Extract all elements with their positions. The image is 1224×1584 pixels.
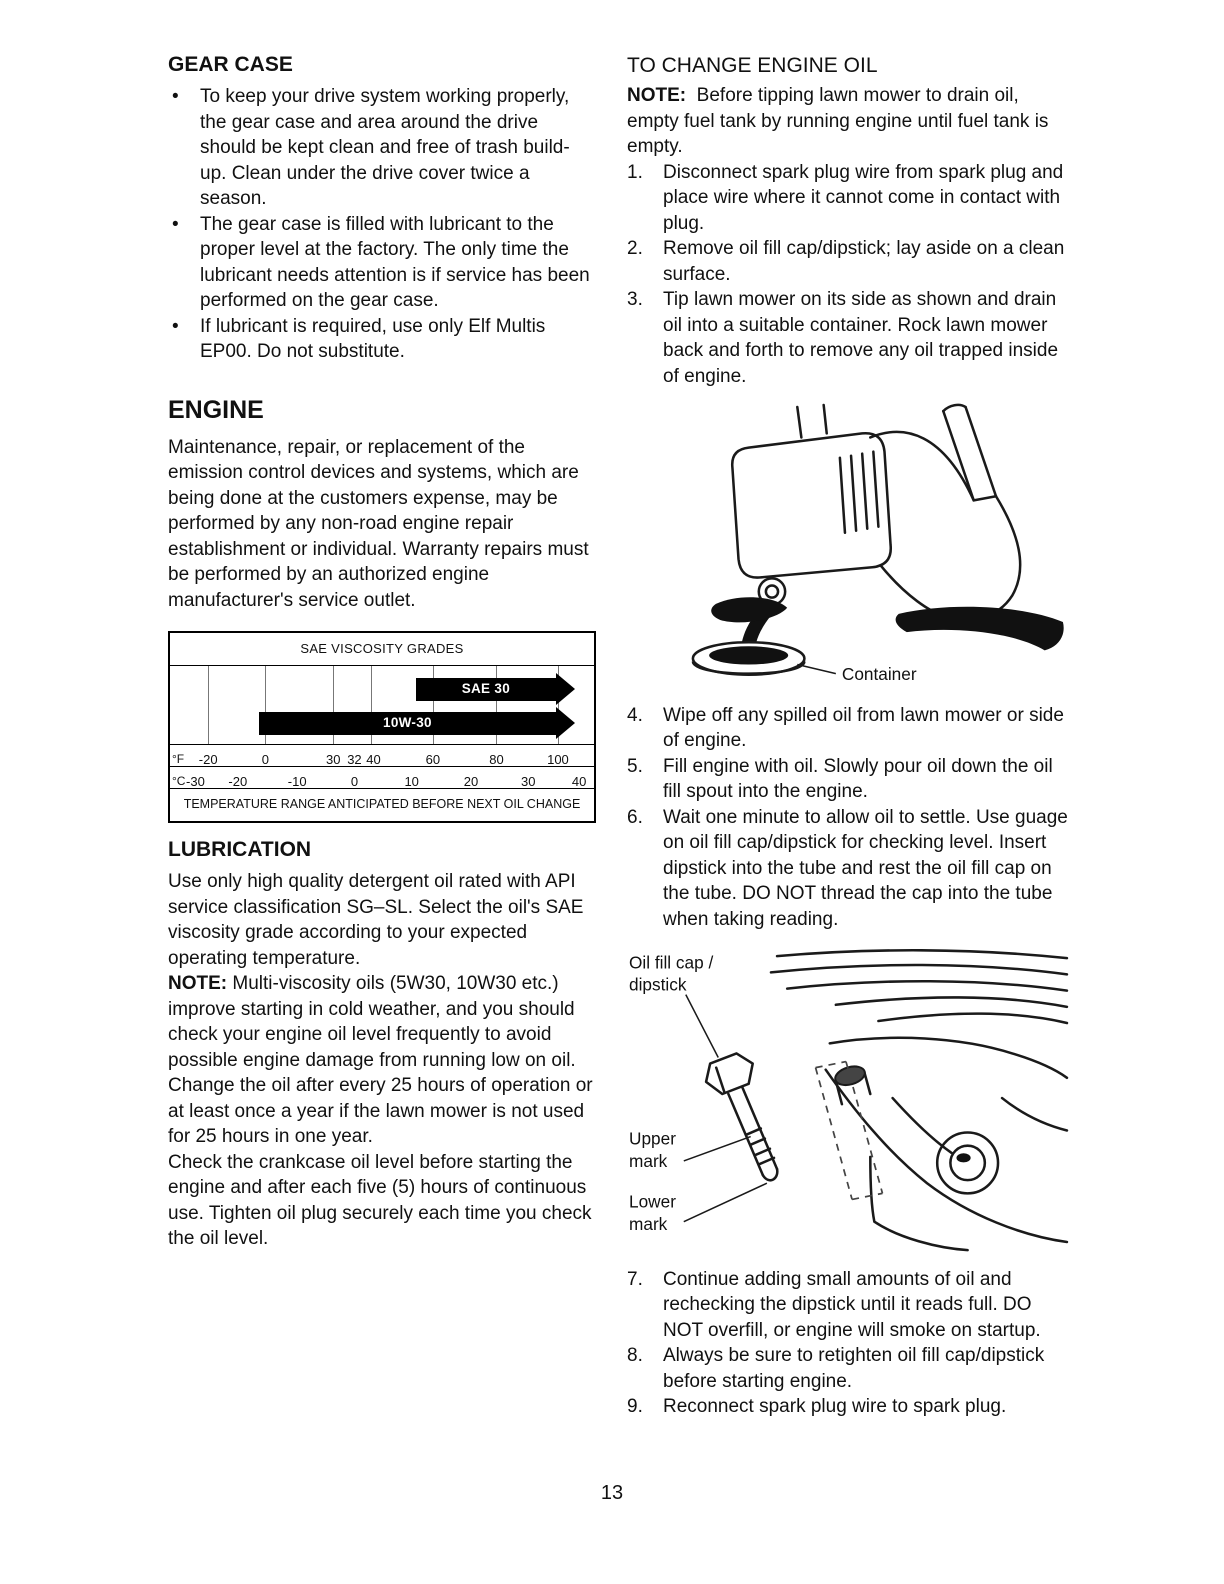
c-axis-tick: 10 — [404, 773, 419, 789]
right-arrow-icon — [556, 673, 575, 705]
c-axis-tick: 40 — [571, 773, 587, 789]
bullet-text: If lubricant is required, use only Elf Multis EP00. Do not substitute. — [200, 315, 546, 362]
bullet-marker: • — [172, 315, 179, 337]
upper-mark-pointer-line — [684, 1137, 751, 1161]
change-oil-note — [627, 83, 1069, 160]
step-item — [627, 805, 1069, 933]
step-number: 7. — [627, 1268, 643, 1290]
step-text: Disconnect spark plug wire from spark plug and place wire where it cannot come in contact with plug. — [663, 161, 1064, 234]
bullet-marker: • — [172, 86, 179, 107]
lubrication-note — [168, 971, 596, 1073]
step-item — [627, 287, 1069, 389]
f-axis-unit: °F — [172, 751, 185, 766]
step-number: 5. — [627, 755, 643, 777]
dipstick-illustration — [627, 946, 1069, 1252]
f-axis-tick: 80 — [489, 751, 504, 767]
page-number: 13 — [600, 1482, 624, 1504]
chart-gridline — [208, 666, 209, 744]
gear-case-heading: GEAR CASE — [168, 53, 293, 76]
f-axis-tick: 60 — [425, 751, 441, 767]
step-item — [627, 1343, 1069, 1394]
c-axis-tick: 0 — [350, 773, 359, 789]
c-axis-tick: -20 — [228, 773, 248, 789]
engine-paragraph: Maintenance, repair, or replacement of the emission control devices and systems, which are being done at the customers expense, may be performed by any non-road engine repair establishment or individual. Warranty repairs must be performed by an authorized engine manufacturer's service outlet. — [168, 436, 589, 611]
f-axis-tick: 0 — [261, 751, 270, 767]
steps-4-6 — [627, 703, 1069, 933]
sae30-bar-label: SAE 30 — [461, 681, 511, 697]
c-axis-tick: 30 — [521, 773, 536, 789]
oil-fill-cap-label-line1: Oil fill cap / — [629, 952, 714, 973]
chart-caption: TEMPERATURE RANGE ANTICIPATED BEFORE NEXT OIL CHANGE — [170, 788, 594, 822]
step-item — [627, 754, 1069, 805]
change-engine-oil-heading: TO CHANGE ENGINE OIL — [627, 54, 878, 77]
engine-heading: ENGINE — [168, 395, 264, 424]
steps-7-9 — [627, 1267, 1069, 1420]
step-text: Wait one minute to allow oil to settle. Use guage on oil fill cap/dipstick for checking level. Insert dipstick into the tube and rest the oil fill cap on the tube. DO NOT thread the cap into the tube when taking reading. — [663, 806, 1068, 930]
cap-pointer-line — [686, 995, 718, 1058]
bullet-text: To keep your drive system working properly, the gear case and area around the drive should be kept clean and free of trash build-up. Clean under the drive cover twice a season. — [200, 86, 570, 209]
sae-viscosity-chart — [168, 631, 596, 823]
step-text: Wipe off any spilled oil from lawn mower or side of engine. — [663, 704, 1064, 752]
wheel-shape — [711, 597, 787, 622]
f-axis-tick: 100 — [547, 751, 569, 767]
right-column — [627, 52, 1069, 1420]
oil-drain-illustration — [627, 403, 1069, 689]
list-item — [168, 84, 596, 212]
handle-grip-shape — [896, 607, 1064, 651]
note-label: NOTE: — [168, 973, 228, 994]
step-item — [627, 1394, 1069, 1420]
step-item — [627, 236, 1069, 287]
dipstick — [706, 1054, 777, 1181]
step-text: Tip lawn mower on its side as shown and drain oil into a suitable container. Rock lawn mower back and forth to remove any oil trapped inside of engine. — [663, 289, 1059, 387]
sae30-bar — [416, 678, 556, 701]
10w30-bar-label: 10W-30 — [383, 715, 432, 731]
lower-mark-label-line2: mark — [629, 1214, 668, 1235]
lower-mark-pointer-line — [684, 1184, 767, 1223]
gear-case-bullet-list — [168, 84, 596, 365]
oil-fill-cap-label-line2: dipstick — [629, 974, 687, 995]
step-item — [627, 1267, 1069, 1344]
chart-plot-area — [170, 666, 594, 745]
list-item — [168, 314, 596, 365]
container-pointer-line — [797, 665, 836, 674]
step-text: Reconnect spark plug wire to spark plug. — [663, 1396, 1007, 1418]
upper-mark-label-line1: Upper — [629, 1129, 676, 1150]
left-column — [168, 52, 596, 1252]
note-label: NOTE: — [627, 85, 687, 106]
note-text: Multi-viscosity oils (5W30, 10W30 etc.) improve starting in cold weather, and you should check your engine oil level frequently to avoid possible engine damage from running low on oil. — [168, 973, 576, 1071]
step-number: 1. — [627, 161, 643, 183]
lubrication-heading: LUBRICATION — [168, 838, 312, 861]
f-axis-tick: 32 — [347, 751, 362, 767]
step-number: 8. — [627, 1345, 643, 1367]
step-number: 2. — [627, 238, 643, 259]
c-axis-tick: -10 — [287, 773, 307, 789]
c-axis-tick: -30 — [186, 773, 205, 789]
lubrication-paragraph-1: Use only high quality detergent oil rated with API service classification SG–SL. Select the oil's SAE viscosity grade according to your expected operating temperature. — [168, 871, 584, 969]
step-number: 9. — [627, 1396, 643, 1418]
bullet-marker: • — [172, 213, 179, 235]
step-text: Continue adding small amounts of oil and rechecking the dipstick until it reads full. DO NOT overfill, or engine will smoke on startup. — [663, 1268, 1041, 1341]
step-item — [627, 703, 1069, 754]
container-label: Container — [841, 663, 917, 684]
bullet-text: The gear case is filled with lubricant to the proper level at the factory. The only time the lubricant needs attention is if service has been performed on the gear case. — [200, 213, 590, 311]
step-text: Always be sure to retighten oil fill cap/dipstick before starting engine. — [663, 1345, 1045, 1392]
upper-mark-label-line2: mark — [629, 1151, 668, 1172]
celsius-axis — [170, 767, 594, 788]
dipstick-figure — [627, 946, 1069, 1252]
steps-1-3 — [627, 160, 1069, 390]
lubrication-paragraph-2: Change the oil after every 25 hours of operation or at least once a year if the lawn mower is not used for 25 hours in one year. — [168, 1075, 593, 1147]
lower-mark-label-line1: Lower — [629, 1191, 676, 1212]
f-axis-tick: 30 — [326, 751, 341, 767]
c-axis-tick: 20 — [463, 773, 479, 789]
step-number: 3. — [627, 289, 643, 310]
lubrication-paragraph-3: Check the crankcase oil level before starting the engine and after each five (5) hours of continuous use. Tighten oil plug securely each time you check the oil level. — [168, 1151, 592, 1249]
step-number: 6. — [627, 806, 643, 828]
note-text: Before tipping lawn mower to drain oil, empty fuel tank by running engine until fuel tank is empty. — [627, 85, 1049, 157]
step-number: 4. — [627, 704, 643, 726]
dipstick-tube-hole — [956, 1154, 970, 1163]
container-oil — [709, 646, 788, 664]
step-text: Remove oil fill cap/dipstick; lay aside on a clean surface. — [663, 238, 1065, 285]
f-axis-tick: 40 — [366, 751, 381, 767]
c-axis-unit: °C — [172, 773, 186, 788]
list-item — [168, 212, 596, 314]
fahrenheit-axis — [170, 745, 594, 767]
step-item — [627, 160, 1069, 237]
mower-drain-figure — [627, 403, 1069, 689]
chart-title: SAE VISCOSITY GRADES — [170, 633, 594, 666]
step-text: Fill engine with oil. Slowly pour oil down the oil fill spout into the engine. — [663, 755, 1053, 803]
right-arrow-icon — [556, 707, 575, 739]
10w30-bar — [259, 712, 556, 735]
f-axis-tick: -20 — [198, 751, 218, 767]
